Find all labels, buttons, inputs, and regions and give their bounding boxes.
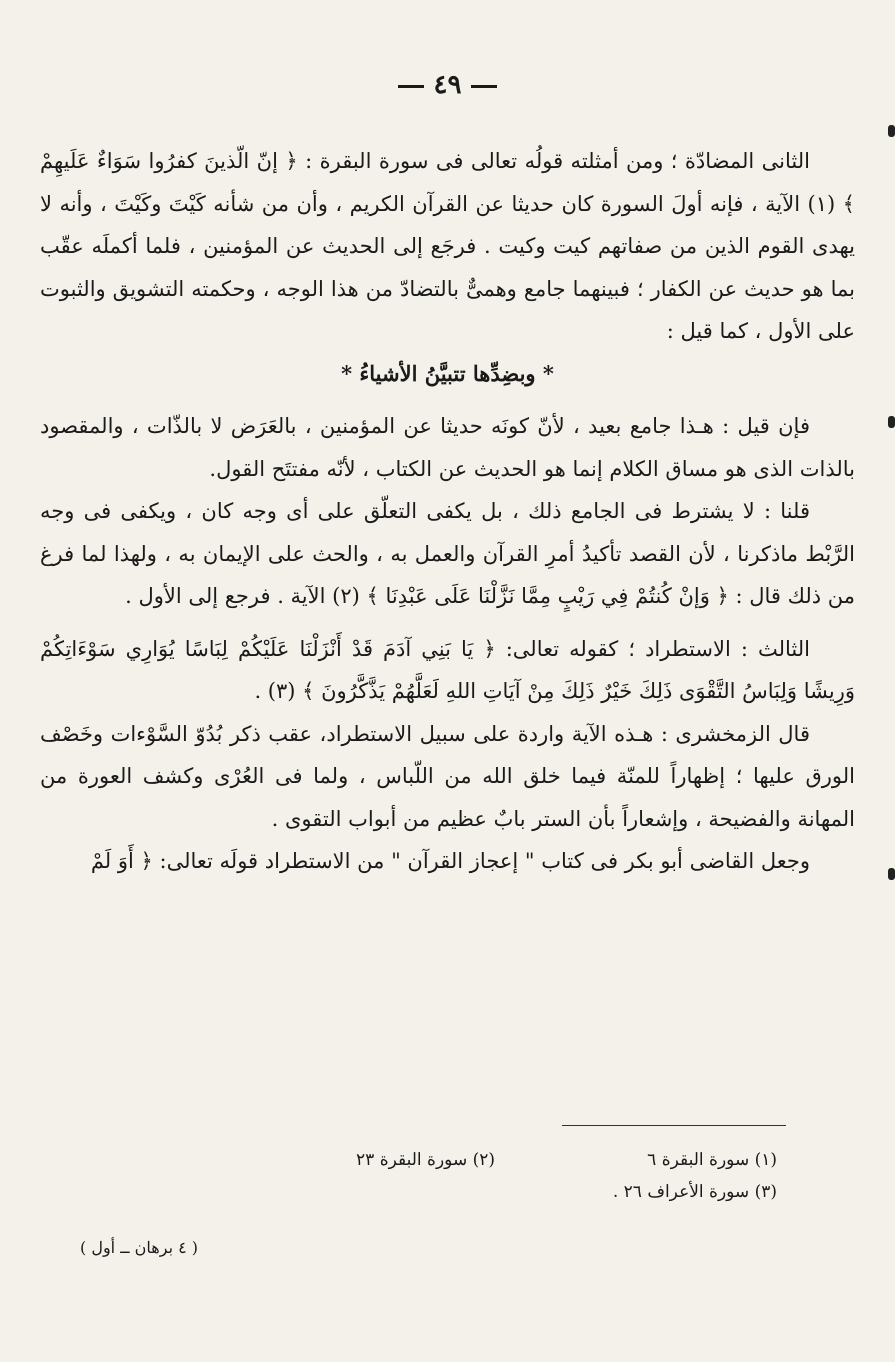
paragraph-qadi: وجعل القاضى أبو بكر فى كتاب " إعجاز القرآن " من الاستطراد قولَه تعالى: ﴿ أَوَ لَمْ <box>90 849 810 873</box>
footnote-3: (٣) سورة الأعراف ٢٦ . <box>612 1182 777 1202</box>
page-number-value: ٤٩ <box>433 70 462 100</box>
paragraph-contrast: الثانى المضادّة ؛ ومن أمثلته قولُه تعالى فى سورة البقرة : ﴿ إنّ الّذينَ كفرُوا سَوَاءٌ عَلَيهِمْ ﴾ (١) الآية ، فإنه أولَ السورة كان حديثا عن القرآن الكريم ، وأن من شأنه كَيْتَ وكَيْتَ ، وأنه لا يهدى القوم الذين من صفاتهم كيت وكيت . فرجَع إلى الحديث عن المؤمنين ، فلما أكملَه عقّب بما هو حديث عن الكفار ؛ فبينهما جامع وهمىٌّ بالتضادّ من هذا الوجه ، وحكمته التشويق والثبوت على الأول ، كما قيل : <box>40 149 855 343</box>
footnote-2: (٢) سورة البقرة ٢٣ <box>356 1150 495 1170</box>
binding-hole-mark <box>888 868 895 880</box>
page-number-dash-left <box>398 85 424 88</box>
binding-hole-mark <box>888 416 895 428</box>
page-number-dash-right <box>471 85 497 88</box>
binding-hole-mark <box>888 125 895 137</box>
page-number <box>0 70 895 100</box>
signature-mark: ( ٤ برهان ــ أول ) <box>80 1238 199 1257</box>
paragraph-digression: الثالث : الاستطراد ؛ كقوله تعالى: ﴿ يَا بَنِي آدَمَ قَدْ أَنْزَلْنَا عَلَيْكُمْ لِبَاسًا يُوَارِي سَوْءَاتِكُمْ وَرِيشًا وَلِبَاسُ التَّقْوَى ذَلِكَ خَيْرٌ ذَلِكَ مِنْ آيَاتِ اللهِ لَعَلَّهُمْ يَذَّكَّرُونَ ﴾ (٣) . <box>40 636 855 703</box>
main-text <box>40 140 855 883</box>
paragraph-zamakhshari: قال الزمخشرى : هـذه الآية واردة على سبيل الاستطراد، عقب ذكر بُدُوّ السَّوْءات وخَصْف الورق عليها ؛ إظهاراً للمنّة فيما خلق الله من اللّباس ، ولما فى العُرْى وكشف العورة من المهانة والفضيحة ، وإشعاراً بأن الستر بابٌ عظيم من أبواب التقوى . <box>40 721 855 831</box>
footnote-1: (١) سورة البقرة ٦ <box>647 1150 777 1170</box>
poetry-quote: * وبضِدِّها تتبيَّنُ الأشياءُ * <box>341 360 554 386</box>
paragraph-reply: قلنا : لا يشترط فى الجامع ذلك ، بل يكفى التعلّق على أى وجه كان ، ويكفى فى وجه الرَّبْط ماذكرنا ، لأن القصد تأكيدُ أمرِ القرآن والعمل به ، والحث على الإيمان به ، ولهذا لما فرغ من ذلك قال : ﴿ وَإنْ كُنتُمْ فِي رَيْبٍ مِمَّا نَزَّلْنَا عَلَى عَبْدِنَا ﴾ (٢) الآية . فرجع إلى الأول . <box>40 499 855 608</box>
paragraph-objection: فإن قيل : هـذا جامع بعيد ، لأنّ كونَه حديثا عن المؤمنين ، بالعَرَض لا بالذّات ، والمقصود بالذات الذى هو مساق الكلام إنما هو الحديث عن الكتاب ، لأنّه مفتتَح القول. <box>40 414 855 481</box>
footnote-divider <box>562 1125 786 1126</box>
